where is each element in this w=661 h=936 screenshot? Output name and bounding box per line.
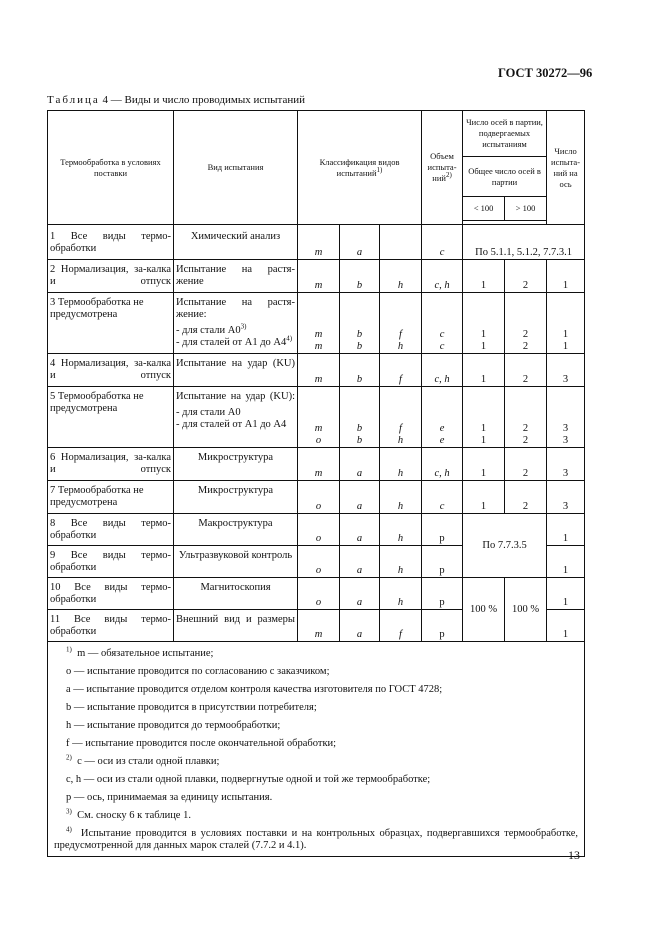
count-lt100: 1: [463, 260, 505, 293]
tests-table: [47, 110, 585, 857]
footnote-ch: c, h — оси из стали одной плавки, подвергнутые одной и той же термообработке;: [66, 774, 431, 785]
class-mandatory: o: [298, 514, 340, 546]
header-less-100: < 100: [463, 197, 505, 221]
volume-cell: c c: [422, 293, 463, 354]
footnote-2: $^{2)}$ c — оси из стали одной плавки;: [66, 753, 220, 767]
class-who: b b: [340, 293, 380, 354]
test-cell: Химический анализ: [174, 225, 298, 260]
footnote-f: f — испытание проводится после окончательной обработки;: [66, 738, 337, 749]
footnote-h: h — испытание проводится до термообработки;: [66, 720, 281, 731]
class-who: a: [340, 610, 380, 642]
volume-cell: p: [422, 578, 463, 610]
test-cell: Магнитоскопия: [174, 578, 298, 610]
class-when: f h: [380, 387, 422, 448]
caption-label: Таблица: [47, 94, 100, 106]
tests-per-axle: 1: [547, 260, 585, 293]
footnotes: [48, 642, 585, 857]
class-mandatory: m: [298, 354, 340, 387]
merged-percent-gt100: 100 %: [505, 578, 547, 642]
count-lt100: 1 1: [463, 293, 505, 354]
header-total-axles: Общее число осей в партии: [463, 157, 547, 197]
class-mandatory: o: [298, 578, 340, 610]
test-cell: Микроструктура: [174, 448, 298, 481]
class-when: [380, 225, 422, 260]
count-lt100: 1 1: [463, 387, 505, 448]
footnotes-row: [48, 642, 585, 857]
merged-reference: По 7.7.3.5: [463, 514, 547, 578]
table-row: [48, 578, 585, 610]
header-treatment: Термообработка в условиях поставки: [48, 111, 174, 225]
header-tests-per-axle: Число испыта-ний на ось: [547, 111, 585, 225]
volume-cell: p: [422, 546, 463, 578]
treatment-cell: 1 Все виды термо-обработки: [48, 225, 174, 260]
test-sub: - для стали А0$^{3)}$: [176, 322, 247, 336]
volume-cell: c: [422, 481, 463, 514]
caption-number: 4: [102, 94, 109, 106]
class-when: h: [380, 260, 422, 293]
footnote-1: $^{1)}$ m — обязательное испытание;: [66, 645, 214, 659]
table-row: [48, 481, 585, 514]
treatment-cell: 6 Нормализация, за-калка и отпуск: [48, 448, 174, 481]
treatment-cell: 3 Термообработка не предусмотрена: [48, 293, 174, 354]
tests-per-axle: 3 3: [547, 387, 585, 448]
tests-per-axle: 1 1: [547, 293, 585, 354]
class-who: a: [340, 448, 380, 481]
count-gt100: 2: [505, 354, 547, 387]
header-axles-count: Число осей в партии, подвергаемых испытаниям: [463, 111, 547, 157]
count-gt100: 2 2: [505, 387, 547, 448]
test-cell: Испытание на растя-жение: [174, 260, 298, 293]
count-lt100: 1: [463, 354, 505, 387]
treatment-cell: 11 Все виды термо-обработки: [48, 610, 174, 642]
class-when: h: [380, 481, 422, 514]
tests-per-axle: 1: [547, 578, 585, 610]
class-who: a: [340, 578, 380, 610]
tests-per-axle: 3: [547, 354, 585, 387]
test-cell: Макроструктура: [174, 514, 298, 546]
class-who: b b: [340, 387, 380, 448]
table-row: [48, 448, 585, 481]
treatment-cell: 2 Нормализация, за-калка и отпуск: [48, 260, 174, 293]
class-who: b: [340, 260, 380, 293]
test-cell: [174, 293, 298, 354]
treatment-cell: 8 Все виды термо-обработки: [48, 514, 174, 546]
footnote-a: a — испытание проводится отделом контроля качества изготовителя по ГОСТ 4728;: [66, 684, 443, 695]
table-caption: [47, 94, 305, 106]
class-mandatory: m: [298, 610, 340, 642]
test-sub: - для стали А0: [176, 407, 241, 418]
table-row: [48, 293, 585, 354]
merged-percent-lt100: 100 %: [463, 578, 505, 642]
test-sub: - для сталей от А1 до А4: [176, 419, 287, 430]
table-row: [48, 514, 585, 546]
merged-reference: По 5.1.1, 5.1.2, 7.7.3.1: [463, 225, 585, 260]
test-title: Испытание на удар (KU):: [176, 391, 295, 402]
test-cell: Микроструктура: [174, 481, 298, 514]
test-cell: Ультразвуковой контроль: [174, 546, 298, 578]
volume-cell: c, h: [422, 354, 463, 387]
table-row: [48, 225, 585, 260]
class-when: f: [380, 354, 422, 387]
count-lt100: 1: [463, 448, 505, 481]
test-title: Испытание на растя-жение:: [176, 297, 295, 320]
header-more-100: > 100: [505, 197, 547, 221]
count-gt100: 2: [505, 448, 547, 481]
class-mandatory: m: [298, 260, 340, 293]
treatment-cell: 7 Термообработка не предусмотрена: [48, 481, 174, 514]
footnote-b: b — испытание проводится в присутствии потребителя;: [66, 702, 317, 713]
tests-per-axle: 3: [547, 448, 585, 481]
count-gt100: 2 2: [505, 293, 547, 354]
count-gt100: 2: [505, 260, 547, 293]
tests-per-axle: 1: [547, 546, 585, 578]
treatment-cell: 10 Все виды термо-обработки: [48, 578, 174, 610]
document-code: ГОСТ 30272—96: [498, 66, 593, 80]
class-mandatory: m: [298, 448, 340, 481]
class-mandatory: m: [298, 225, 340, 260]
class-when: h: [380, 514, 422, 546]
test-cell: [174, 387, 298, 448]
class-mandatory: o: [298, 546, 340, 578]
test-cell: Внешний вид и размеры: [174, 610, 298, 642]
volume-cell: c: [422, 225, 463, 260]
class-mandatory: m m: [298, 293, 340, 354]
footnote-o: o — испытание проводится по согласованию с заказчиком;: [66, 666, 330, 677]
header-volume: Объем испыта- ний$^{2)}$: [422, 111, 463, 225]
tests-per-axle: 1: [547, 514, 585, 546]
volume-cell: p: [422, 610, 463, 642]
volume-cell: p: [422, 514, 463, 546]
page-number: 13: [568, 848, 580, 862]
tests-per-axle: 3: [547, 481, 585, 514]
footnote-p: p — ось, принимаемая за единицу испытания.: [66, 792, 273, 803]
class-when: h: [380, 578, 422, 610]
count-lt100: 1: [463, 481, 505, 514]
volume-cell: c, h: [422, 260, 463, 293]
header-test-type: Вид испытания: [174, 111, 298, 225]
class-who: a: [340, 225, 380, 260]
class-who: b: [340, 354, 380, 387]
footnote-3: $^{3)}$ См. сноску 6 к таблице 1.: [66, 807, 191, 821]
test-sub: - для сталей от А1 до А4$^{4)}$: [176, 334, 293, 348]
volume-cell: c, h: [422, 448, 463, 481]
class-when: h: [380, 546, 422, 578]
header-classification: Классификация видов испытаний$^{1)}$: [298, 111, 422, 225]
treatment-cell: 4 Нормализация, за-калка и отпуск: [48, 354, 174, 387]
class-when: h: [380, 448, 422, 481]
class-who: a: [340, 546, 380, 578]
class-who: a: [340, 514, 380, 546]
class-when: f: [380, 610, 422, 642]
volume-cell: e e: [422, 387, 463, 448]
treatment-cell: 9 Все виды термо-обработки: [48, 546, 174, 578]
table-row: [48, 354, 585, 387]
treatment-cell: 5 Термообработка не предусмотрена: [48, 387, 174, 448]
test-cell: Испытание на удар (KU): [174, 354, 298, 387]
tests-per-axle: 1: [547, 610, 585, 642]
footnote-4: $^{4)}$ Испытание проводится в условиях поставки и на контрольных образцах, подвергавшихся термообработке, предусмотренной для данных марок сталей (7.7.2 и 4.1).: [54, 825, 579, 851]
caption-title: — Виды и число проводимых испытаний: [110, 94, 305, 106]
class-mandatory: o: [298, 481, 340, 514]
table-row: [48, 387, 585, 448]
class-mandatory: m o: [298, 387, 340, 448]
class-who: a: [340, 481, 380, 514]
class-when: f h: [380, 293, 422, 354]
count-gt100: 2: [505, 481, 547, 514]
table-row: [48, 260, 585, 293]
